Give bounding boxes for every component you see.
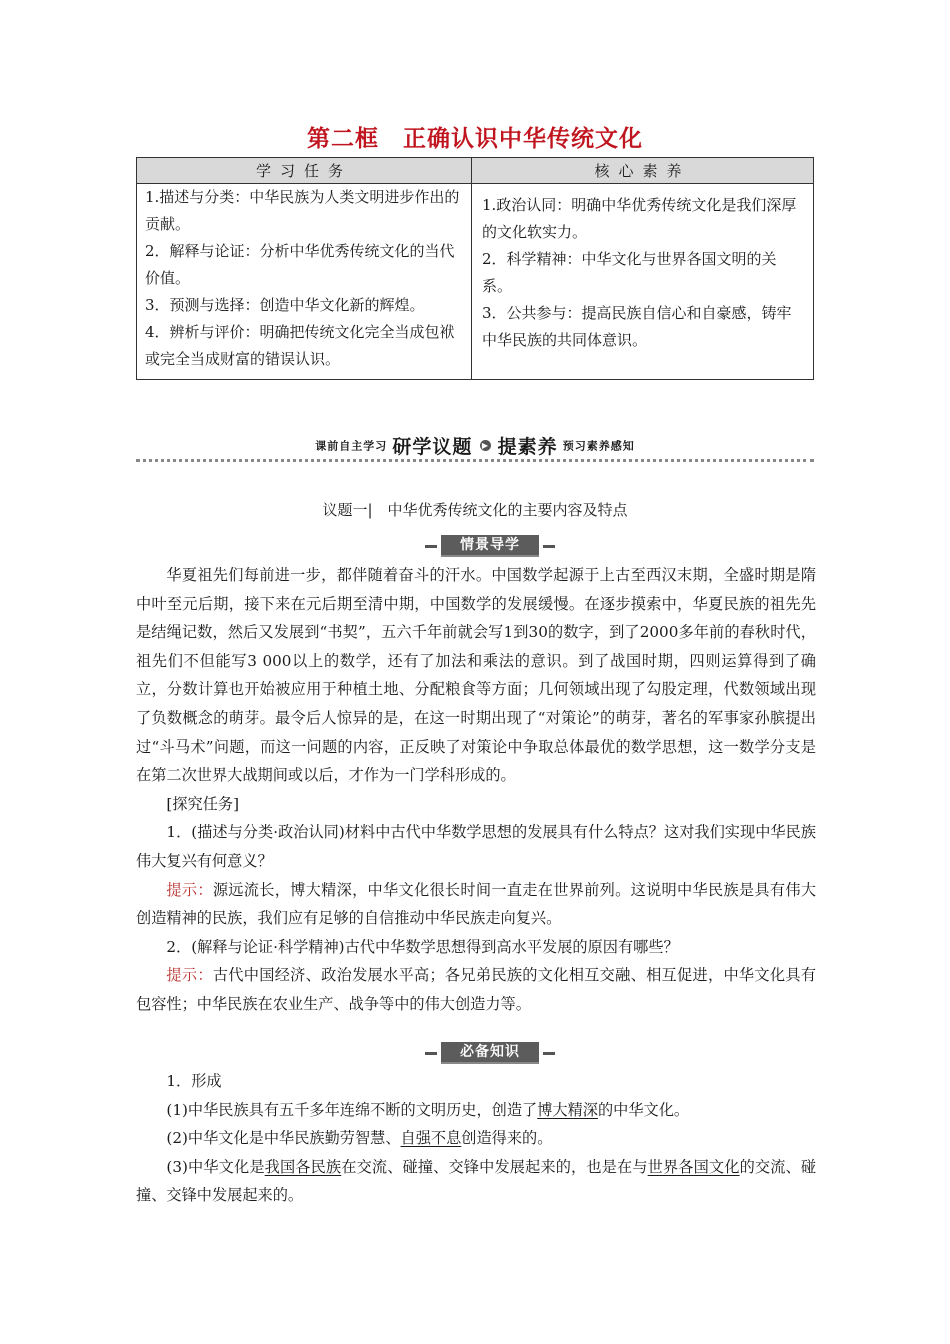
section-banner: [136, 432, 814, 466]
scenario-paragraph: 华夏祖先们每前进一步，都伴随着奋斗的汗水。中国数学起源于上古至西汉末期，全盛时期是隋中叶至元后期，接下来在元后期至清中期，中国数学的发展缓慢。在逐步摸索中，华夏民族的祖先先是结绳记数，然后又发展到“书契”，五六千年前就会写1到30的数字，到了2000多年前的春秋时代，祖先们不但能写3 000以上的数学，还有了加法和乘法的意识。到了战国时期，四则运算得到了确立，分数计算也开始被应用于种植土地、分配粮食等方面；几何领域出现了勾股定理，代数领域出现了负数概念的萌芽。最令后人惊异的是，在这一时期出现了“对策论”的萌芽，著名的军事家孙膑提出过“斗马术”问题，而这一问题的内容，正反映了对策论中争取总体最优的数学思想，这一数学分支是在第二次世界大战期间或以后，才作为一门学科形成的。: [136, 566, 816, 785]
text-run: (1)中华民族具有五千多年连绵不断的文明历史，创造了: [166, 1100, 538, 1119]
answer-2: [136, 961, 816, 1018]
tag-label: 必备知识: [441, 1042, 539, 1064]
hint-label: 提示：: [166, 880, 213, 899]
topic-heading: 议题一| 中华优秀传统文化的主要内容及特点: [322, 501, 628, 519]
banner-left-label: 课前自主学习: [315, 439, 388, 453]
competency-item: 1.政治认同：明确中华优秀传统文化是我们深厚的文化软实力。: [482, 196, 797, 241]
answer-text: 源远流长，博大精深，中华文化很长时间一直走在世界前列。这说明中华民族是具有伟大创造精神的民族，我们应有足够的自信推动中华民族走向复兴。: [136, 880, 817, 928]
objectives-tasks-column: [137, 184, 472, 379]
objectives-header-tasks: 学习任务: [137, 158, 472, 184]
knowledge-point-3: [136, 1153, 816, 1210]
tag-bar-right: [543, 1052, 555, 1055]
competency-item: 2．科学精神：中华文化与世界各国文明的关系。: [482, 250, 777, 295]
task-item: 3．预测与选择：创造中华文化新的辉煌。: [145, 296, 425, 314]
text-run: 在交流、碰撞、交锋中发展起来的，也是在与: [341, 1157, 648, 1176]
arrow-right-icon: ▶: [480, 440, 491, 451]
text-run: 的交流、碰撞、交锋中发展起来的。: [136, 1157, 817, 1205]
underlined-keyword: 我国各民族: [264, 1157, 342, 1176]
hint-label: 提示：: [166, 966, 213, 985]
knowledge-point-1: [136, 1096, 816, 1125]
text-run: 创造得来的。: [461, 1129, 553, 1148]
competency-item: 3．公共参与：提高民族自信心和自豪感，铸牢中华民族的共同体意识。: [482, 304, 792, 349]
text-run: (3)中华文化是: [166, 1157, 265, 1176]
tag-bar-right: [543, 545, 555, 548]
knowledge-body: [136, 1067, 816, 1210]
scenario-body: [136, 561, 816, 1019]
lesson-title: 第二框 正确认识中华传统文化: [307, 126, 643, 152]
banner-main-subtitle: 提素养: [497, 436, 558, 458]
answer-1: [136, 876, 816, 933]
task-item: 2．解释与论证：分析中华优秀传统文化的当代价值。: [145, 242, 455, 287]
tag-bar-left: [425, 545, 437, 548]
banner-divider: [136, 459, 814, 462]
task-item: 1.描述与分类：中华民族为人类文明进步作出的贡献。: [145, 188, 460, 233]
question-2: 2．(解释与论证·科学精神)古代中华数学思想得到高水平发展的原因有哪些？: [166, 937, 679, 956]
knowledge-point-2: [136, 1124, 816, 1153]
section-tag-knowledge: [425, 1042, 555, 1064]
question-1: 1．(描述与分类·政治认同)材料中古代中华数学思想的发展具有什么特点？这对我们实现中华民族伟大复兴有何意义？: [136, 823, 816, 870]
text-run: (2)中华文化是中华民族勤劳智慧、: [166, 1129, 401, 1148]
task-label: [探究任务]: [166, 794, 239, 813]
section-tag-scenario: [425, 535, 555, 557]
text-run: 的中华文化。: [597, 1100, 690, 1119]
task-item: 4．辨析与评价：明确把传统文化完全当成包袱或完全当成财富的错误认识。: [145, 323, 455, 368]
objectives-header-competencies: 核心素养: [472, 158, 813, 184]
underlined-keyword: 博大精深: [537, 1100, 598, 1119]
underlined-keyword: 自强不息: [400, 1129, 462, 1148]
knowledge-heading: 1．形成: [166, 1072, 222, 1090]
banner-right-label: 预习素养感知: [562, 439, 635, 453]
answer-text: 古代中国经济、政治发展水平高；各兄弟民族的文化相互交融、相互促进，中华文化具有包容性；中华民族在农业生产、战争等中的伟大创造力等。: [136, 966, 817, 1013]
tag-label: 情景导学: [441, 535, 539, 557]
underlined-keyword: 世界各国文化: [647, 1157, 740, 1176]
objectives-competencies-column: [472, 184, 813, 379]
objectives-table: [136, 157, 814, 380]
tag-bar-left: [425, 1052, 437, 1055]
banner-main-title: 研学议题: [392, 436, 473, 458]
